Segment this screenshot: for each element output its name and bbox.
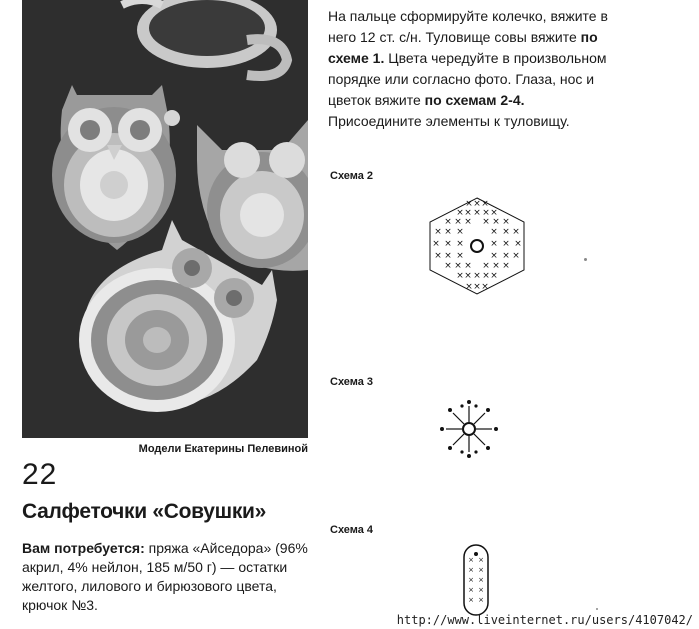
svg-text:×: × bbox=[481, 199, 489, 209]
photo-caption: Модели Екатерины Пелевиной bbox=[138, 443, 308, 455]
svg-text:×: × bbox=[473, 271, 481, 281]
svg-text:×: × bbox=[478, 576, 484, 584]
svg-text:×: × bbox=[444, 251, 452, 261]
svg-text:×: × bbox=[482, 271, 490, 281]
materials-label: Вам потребуется: bbox=[22, 540, 145, 556]
svg-text:×: × bbox=[482, 208, 490, 218]
svg-text:×: × bbox=[492, 261, 500, 271]
svg-text:×: × bbox=[492, 217, 500, 227]
svg-text:×: × bbox=[456, 271, 464, 281]
svg-text:×: × bbox=[454, 261, 462, 271]
svg-text:×: × bbox=[478, 556, 484, 564]
svg-text:×: × bbox=[464, 261, 472, 271]
scheme-4-diagram bbox=[458, 542, 494, 623]
nose-chart-icon bbox=[458, 542, 494, 618]
svg-text:×: × bbox=[468, 596, 474, 604]
svg-text:×: × bbox=[478, 566, 484, 574]
instructions-paragraph bbox=[328, 6, 620, 132]
svg-text:×: × bbox=[465, 282, 473, 292]
svg-text:×: × bbox=[464, 208, 472, 218]
svg-text:×: × bbox=[490, 208, 498, 218]
scan-speck bbox=[596, 608, 598, 610]
flower-chart-icon bbox=[438, 398, 500, 460]
svg-text:×: × bbox=[432, 239, 440, 249]
photo-illustration bbox=[22, 0, 308, 438]
article-number: 22 bbox=[22, 458, 58, 491]
svg-text:×: × bbox=[468, 576, 474, 584]
svg-text:×: × bbox=[512, 251, 520, 261]
watermark-url: http://www.liveinternet.ru/users/4107042/ bbox=[396, 613, 693, 627]
svg-text:×: × bbox=[434, 251, 442, 261]
svg-text:×: × bbox=[456, 208, 464, 218]
svg-text:×: × bbox=[478, 596, 484, 604]
svg-text:×: × bbox=[490, 227, 498, 237]
scheme-2-diagram bbox=[424, 196, 530, 301]
svg-text:×: × bbox=[490, 239, 498, 249]
instructions-bold2: по схемам 2-4. bbox=[424, 92, 525, 108]
svg-text:×: × bbox=[512, 227, 520, 237]
svg-text:×: × bbox=[490, 271, 498, 281]
svg-text:×: × bbox=[481, 282, 489, 292]
svg-text:×: × bbox=[502, 251, 510, 261]
svg-text:×: × bbox=[473, 282, 481, 292]
svg-text:×: × bbox=[456, 227, 464, 237]
scheme-3-diagram bbox=[438, 398, 500, 465]
instructions-part3: Присоедините элементы к туловищу. bbox=[328, 113, 570, 129]
scheme-2-label: Схема 2 bbox=[330, 170, 374, 182]
svg-text:×: × bbox=[468, 566, 474, 574]
svg-text:×: × bbox=[454, 217, 462, 227]
instructions-part1: На пальце сформируйте колечко, вяжите в него 12 ст. с/н. Туловище совы вяжите bbox=[328, 8, 608, 45]
svg-text:×: × bbox=[502, 217, 510, 227]
scheme-4-label: Схема 4 bbox=[330, 524, 374, 536]
svg-text:×: × bbox=[468, 556, 474, 564]
svg-text:×: × bbox=[482, 261, 490, 271]
svg-text:×: × bbox=[490, 251, 498, 261]
svg-text:×: × bbox=[473, 199, 481, 209]
svg-text:×: × bbox=[473, 208, 481, 218]
scan-speck bbox=[584, 258, 587, 261]
svg-text:×: × bbox=[502, 227, 510, 237]
instructions-part2: Цвета чередуйте в произвольном порядке или согласно фото. Глаза, нос и цветок вяжите bbox=[328, 50, 607, 108]
owl-coasters-photo bbox=[22, 0, 308, 438]
svg-text:×: × bbox=[502, 239, 510, 249]
materials-text: пряжа «Айседора» (96% акрил, 4% нейлон, 185 м/50 г) — остатки желтого, лилового и бирюзового цвета, крючок №3. bbox=[22, 540, 308, 613]
article-title: Салфеточки «Совушки» bbox=[22, 500, 267, 523]
svg-text:×: × bbox=[444, 217, 452, 227]
materials-paragraph bbox=[22, 539, 312, 615]
svg-text:×: × bbox=[478, 586, 484, 594]
hexagon-chart-icon bbox=[424, 196, 530, 296]
svg-text:×: × bbox=[444, 261, 452, 271]
svg-text:×: × bbox=[456, 239, 464, 249]
instructions-bold1: по схеме 1. bbox=[328, 29, 598, 66]
scheme-3-label: Схема 3 bbox=[330, 376, 374, 388]
svg-text:×: × bbox=[444, 239, 452, 249]
svg-text:×: × bbox=[444, 227, 452, 237]
svg-text:×: × bbox=[468, 586, 474, 594]
svg-text:×: × bbox=[434, 227, 442, 237]
svg-text:×: × bbox=[514, 239, 522, 249]
svg-text:×: × bbox=[465, 199, 473, 209]
svg-text:×: × bbox=[464, 271, 472, 281]
svg-text:×: × bbox=[464, 217, 472, 227]
svg-text:×: × bbox=[502, 261, 510, 271]
svg-text:×: × bbox=[456, 251, 464, 261]
svg-text:×: × bbox=[482, 217, 490, 227]
